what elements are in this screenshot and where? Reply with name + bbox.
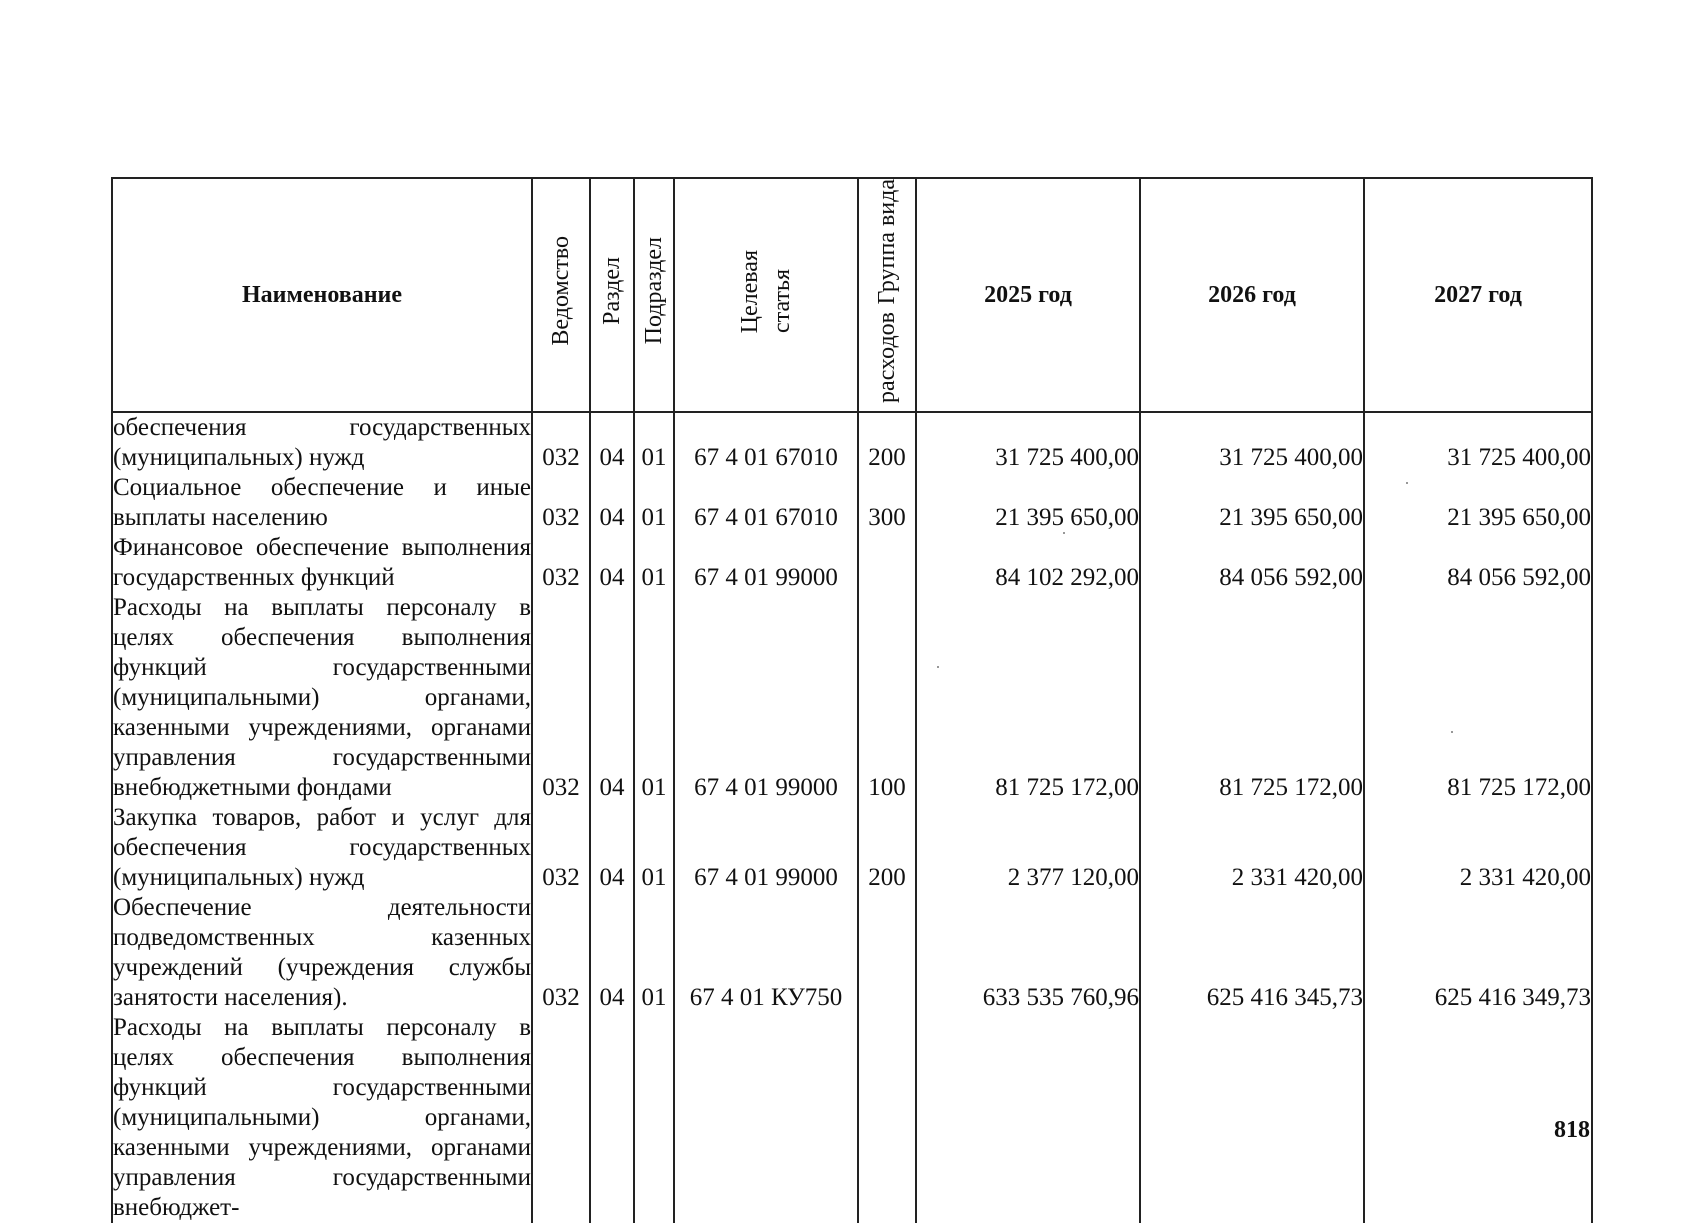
row-name: Расходы на выплаты персоналу в целях обеспечения выполнения функций государственными (муниципальными) органами, казенными учреждениями, органами управления государственными внебюджетными фондами bbox=[113, 594, 531, 802]
row-department: 032 bbox=[532, 533, 590, 593]
row-amount-2026: 2 331 420,00 bbox=[1140, 803, 1364, 893]
table-row bbox=[112, 803, 1592, 893]
table-header bbox=[112, 178, 1592, 412]
scan-speck bbox=[1406, 482, 1408, 484]
row-name: обеспечения государственных (муниципальных) нужд bbox=[113, 414, 531, 472]
table-row bbox=[112, 473, 1592, 533]
header-subsection bbox=[634, 178, 674, 412]
row-name: Финансовое обеспечение выполнения государственных функций bbox=[113, 534, 531, 592]
row-amount-2025: 21 395 650,00 bbox=[916, 473, 1140, 533]
row-subsection: 01 bbox=[634, 593, 674, 803]
row-name: Закупка товаров, работ и услуг для обеспечения государственных (муниципальных) нужд bbox=[113, 804, 531, 892]
header-department-label: Ведомство bbox=[548, 236, 574, 346]
row-amount-2025: 633 535 760,96 bbox=[916, 893, 1140, 1013]
table-row bbox=[112, 412, 1592, 473]
row-amount-2025: 84 102 292,00 bbox=[916, 533, 1140, 593]
row-amount-2026 bbox=[1140, 1013, 1364, 1223]
header-expense-group bbox=[858, 178, 916, 412]
budget-table bbox=[111, 177, 1593, 1223]
row-amount-2025: 81 725 172,00 bbox=[916, 593, 1140, 803]
row-section: 04 bbox=[590, 803, 634, 893]
row-target-article: 67 4 01 КУ750 bbox=[674, 893, 858, 1013]
header-year-2025: 2025 год bbox=[916, 178, 1140, 412]
row-amount-2027: 2 331 420,00 bbox=[1364, 803, 1592, 893]
header-section bbox=[590, 178, 634, 412]
table-row bbox=[112, 893, 1592, 1013]
header-target-article bbox=[674, 178, 858, 412]
row-subsection: 01 bbox=[634, 473, 674, 533]
header-expense-group-line2: расходов bbox=[874, 312, 900, 404]
row-subsection bbox=[634, 1013, 674, 1223]
row-amount-2025: 31 725 400,00 bbox=[916, 412, 1140, 473]
scan-speck bbox=[937, 666, 939, 668]
header-subsection-label: Подраздел bbox=[641, 237, 667, 345]
row-subsection: 01 bbox=[634, 803, 674, 893]
header-department bbox=[532, 178, 590, 412]
row-target-article bbox=[674, 1013, 858, 1223]
row-amount-2025: 2 377 120,00 bbox=[916, 803, 1140, 893]
row-expense-group bbox=[858, 533, 916, 593]
row-expense-group: 300 bbox=[858, 473, 916, 533]
row-amount-2027: 31 725 400,00 bbox=[1364, 412, 1592, 473]
row-amount-2025 bbox=[916, 1013, 1140, 1223]
row-expense-group: 100 bbox=[858, 593, 916, 803]
row-amount-2027: 21 395 650,00 bbox=[1364, 473, 1592, 533]
table-row bbox=[112, 533, 1592, 593]
row-amount-2026: 81 725 172,00 bbox=[1140, 593, 1364, 803]
row-subsection: 01 bbox=[634, 893, 674, 1013]
row-department: 032 bbox=[532, 803, 590, 893]
row-department bbox=[532, 1013, 590, 1223]
table-body bbox=[112, 412, 1592, 1223]
row-section: 04 bbox=[590, 412, 634, 473]
row-amount-2026: 31 725 400,00 bbox=[1140, 412, 1364, 473]
row-target-article: 67 4 01 99000 bbox=[674, 803, 858, 893]
row-target-article: 67 4 01 99000 bbox=[674, 593, 858, 803]
row-amount-2026: 84 056 592,00 bbox=[1140, 533, 1364, 593]
row-section: 04 bbox=[590, 533, 634, 593]
table-row bbox=[112, 1013, 1592, 1223]
page-number: 818 bbox=[1554, 1117, 1590, 1143]
header-year-2026: 2026 год bbox=[1140, 178, 1364, 412]
row-expense-group: 200 bbox=[858, 803, 916, 893]
scan-speck bbox=[1063, 532, 1065, 534]
row-department: 032 bbox=[532, 412, 590, 473]
row-department: 032 bbox=[532, 473, 590, 533]
row-amount-2027: 625 416 349,73 bbox=[1364, 893, 1592, 1013]
header-target-article-line1: Целевая bbox=[737, 249, 763, 333]
row-section bbox=[590, 1013, 634, 1223]
row-subsection: 01 bbox=[634, 533, 674, 593]
header-target-article-line2: статья bbox=[769, 268, 795, 333]
scan-speck bbox=[1451, 731, 1453, 733]
row-amount-2027: 84 056 592,00 bbox=[1364, 533, 1592, 593]
row-expense-group: 200 bbox=[858, 412, 916, 473]
row-target-article: 67 4 01 67010 bbox=[674, 412, 858, 473]
header-expense-group-line1: Группа вида bbox=[874, 179, 900, 305]
row-name: Расходы на выплаты персоналу в целях обеспечения выполнения функций государственными (муниципальными) органами, казенными учреждениями, органами управления государственными внебюджет- bbox=[113, 1014, 531, 1222]
row-target-article: 67 4 01 99000 bbox=[674, 533, 858, 593]
row-subsection: 01 bbox=[634, 412, 674, 473]
row-name: Социальное обеспечение и иные выплаты населению bbox=[113, 474, 531, 532]
header-year-2027: 2027 год bbox=[1364, 178, 1592, 412]
row-target-article: 67 4 01 67010 bbox=[674, 473, 858, 533]
row-department: 032 bbox=[532, 893, 590, 1013]
row-section: 04 bbox=[590, 593, 634, 803]
header-name: Наименование bbox=[112, 178, 532, 412]
row-expense-group bbox=[858, 893, 916, 1013]
row-section: 04 bbox=[590, 893, 634, 1013]
row-amount-2026: 21 395 650,00 bbox=[1140, 473, 1364, 533]
row-expense-group bbox=[858, 1013, 916, 1223]
table-row bbox=[112, 593, 1592, 803]
header-section-label: Раздел bbox=[599, 257, 625, 326]
row-section: 04 bbox=[590, 473, 634, 533]
row-amount-2026: 625 416 345,73 bbox=[1140, 893, 1364, 1013]
row-department: 032 bbox=[532, 593, 590, 803]
row-amount-2027: 81 725 172,00 bbox=[1364, 593, 1592, 803]
row-name: Обеспечение деятельности подведомственных казенных учреждений (учреждения службы занятости населения). bbox=[113, 894, 531, 1012]
header-row bbox=[112, 178, 1592, 412]
